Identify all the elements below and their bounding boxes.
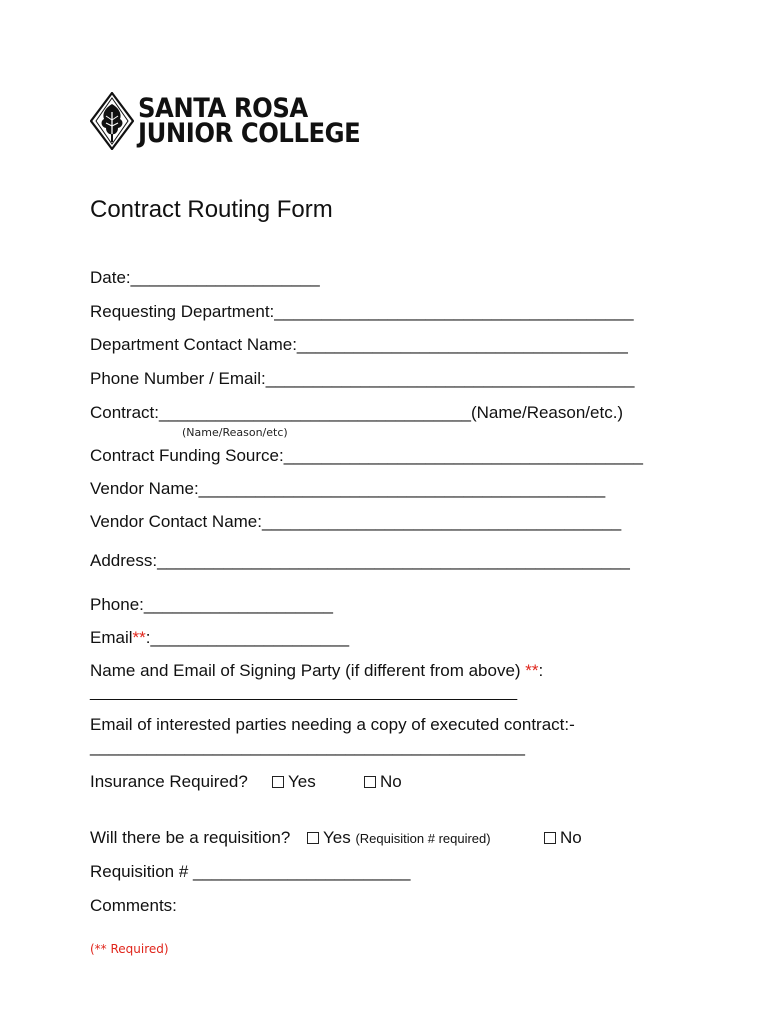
vendor-name-field[interactable]: Vendor Name:___________________________________________ <box>90 479 606 498</box>
requisition-no-option[interactable]: No <box>544 828 582 848</box>
oak-leaf-seal-icon <box>90 92 134 150</box>
college-name-line2: JUNIOR COLLEGE <box>138 118 361 149</box>
funding-source-field[interactable]: Contract Funding Source:______________________________________ <box>90 446 643 465</box>
form-title: Contract Routing Form <box>90 196 333 223</box>
interested-parties-label: Email of interested parties needing a copy of executed contract:- <box>90 715 575 734</box>
college-logo <box>90 92 385 150</box>
vendor-contact-name-field[interactable]: Vendor Contact Name:______________________________________ <box>90 512 622 531</box>
email-field[interactable] <box>90 628 349 648</box>
requesting-department-field[interactable]: Requesting Department:______________________________________ <box>90 302 634 321</box>
requisition-number-field[interactable]: Requisition # _______________________ <box>90 862 411 881</box>
requisition-note: (Requisition # required) <box>355 831 491 846</box>
signing-party-line[interactable]: ________________________________________________ <box>90 684 518 701</box>
signing-party-label: Name and Email of Signing Party (if different from above) **: <box>90 661 544 680</box>
phone-field[interactable]: Phone:____________________ <box>90 595 333 614</box>
email-label: Email <box>90 628 133 647</box>
address-field[interactable]: Address:__________________________________________________ <box>90 551 630 570</box>
phone-email-field[interactable]: Phone Number / Email:_______________________________________ <box>90 369 635 388</box>
checkbox-icon[interactable] <box>307 832 319 844</box>
department-contact-name-field[interactable]: Department Contact Name:___________________________________ <box>90 335 628 354</box>
checkbox-icon[interactable] <box>544 832 556 844</box>
insurance-row <box>90 772 402 792</box>
contract-field[interactable]: Contract:_________________________________(Name/Reason/etc.) <box>90 403 624 422</box>
college-name-line1: SANTA ROSA <box>138 93 308 124</box>
requisition-yes-option[interactable]: Yes (Requisition # required) <box>307 828 491 849</box>
date-field[interactable]: Date:____________________ <box>90 268 320 287</box>
insurance-label: Insurance Required? <box>90 772 248 791</box>
required-note: (** Required) <box>90 942 169 956</box>
insurance-yes-option[interactable]: Yes <box>272 772 316 792</box>
checkbox-icon[interactable] <box>364 776 376 788</box>
requisition-question: Will there be a requisition? <box>90 828 291 847</box>
contract-hint: (Name/Reason/etc) <box>182 426 288 439</box>
required-marker: ** <box>525 661 539 680</box>
email-line: :_____________________ <box>145 628 350 647</box>
requisition-row <box>90 828 582 848</box>
checkbox-icon[interactable] <box>272 776 284 788</box>
college-name <box>138 93 361 149</box>
interested-parties-line[interactable]: ______________________________________________ <box>90 737 525 756</box>
insurance-no-option[interactable]: No <box>364 772 402 792</box>
comments-label: Comments: <box>90 896 177 915</box>
required-marker: ** <box>132 628 146 647</box>
